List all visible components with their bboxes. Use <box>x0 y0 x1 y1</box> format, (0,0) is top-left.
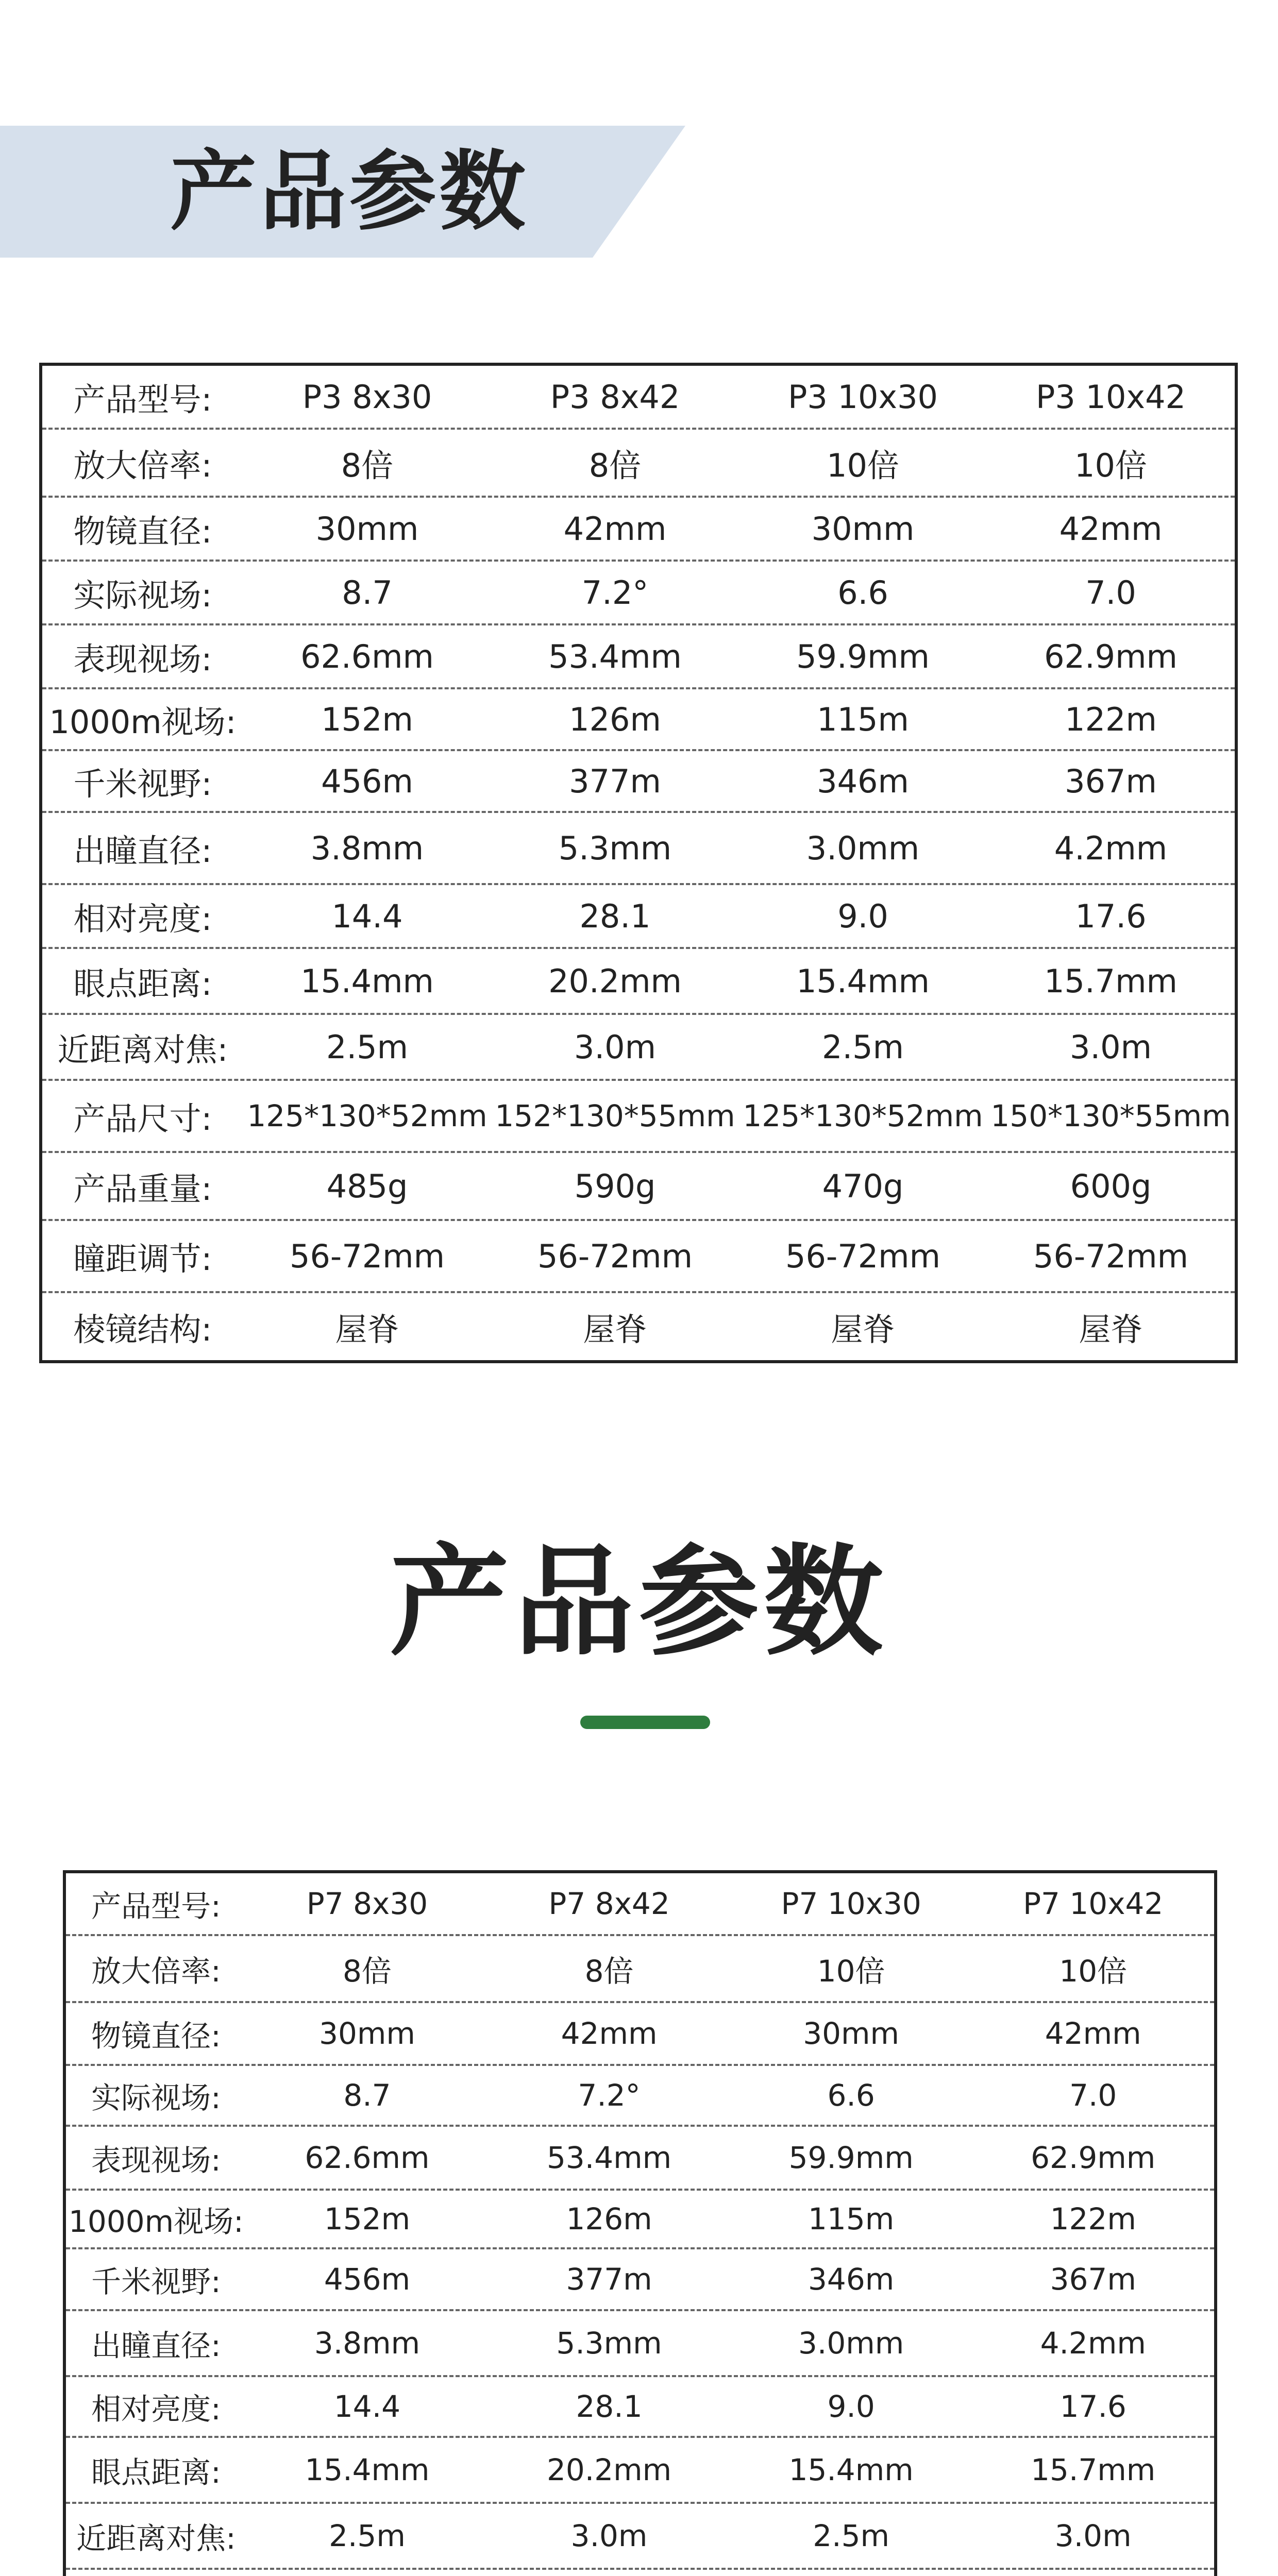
spec-value: 125*130*52mm <box>743 1098 983 1133</box>
table-row <box>66 2504 1214 2570</box>
model-name: P3 8x30 <box>302 378 432 416</box>
row-label: 棱镜结构: <box>73 1310 212 1348</box>
row-label: 1000m视场: <box>49 703 237 741</box>
spec-value: 346m <box>817 762 909 800</box>
spec-value: 20.2mm <box>546 2452 672 2487</box>
spec-value: 3.0m <box>574 1028 656 1066</box>
model-name: P7 8x30 <box>306 1886 428 1921</box>
spec-value: 2.5m <box>822 1028 904 1066</box>
spec-value: 367m <box>1065 762 1157 800</box>
row-label: 产品型号: <box>91 1889 221 1924</box>
table-row <box>66 2127 1214 2191</box>
spec-value: 5.3mm <box>558 829 672 867</box>
row-label: 出瞳直径: <box>91 2328 221 2363</box>
spec-value: 30mm <box>811 510 915 548</box>
spec-value: 5.3mm <box>556 2326 662 2361</box>
table-header-row <box>42 366 1235 430</box>
title-underline-bar <box>580 1716 710 1729</box>
spec-value: 377m <box>569 762 661 800</box>
row-label: 物镜直径: <box>91 2019 221 2054</box>
spec-table-p7 <box>63 1870 1217 2576</box>
model-name: P3 8x42 <box>550 378 680 416</box>
spec-value: 152m <box>321 700 413 738</box>
spec-value: 屋脊 <box>583 1310 647 1348</box>
spec-value: 7.2° <box>578 2078 641 2113</box>
spec-value: 28.1 <box>576 2389 643 2424</box>
spec-value: 8倍 <box>341 446 394 484</box>
spec-value: 62.6mm <box>300 637 434 675</box>
spec-value: 456m <box>324 2262 411 2297</box>
spec-value: 14.4 <box>331 897 403 935</box>
spec-value: 62.9mm <box>1044 637 1178 675</box>
table-row <box>42 949 1235 1015</box>
spec-value: 3.0m <box>1070 1028 1152 1066</box>
section1-title: 产品参数 <box>170 141 529 242</box>
spec-value: 6.6 <box>837 573 888 612</box>
spec-value: 3.0mm <box>798 2326 904 2361</box>
table-row <box>42 1081 1235 1153</box>
spec-value: 53.4mm <box>548 637 682 675</box>
model-name: P7 10x42 <box>1023 1886 1164 1921</box>
row-label: 产品尺寸: <box>73 1099 212 1138</box>
spec-value: 56-72mm <box>1033 1237 1188 1275</box>
table-row <box>42 1153 1235 1221</box>
model-name: P7 10x30 <box>781 1886 921 1921</box>
spec-value: 10倍 <box>827 446 899 484</box>
spec-value: 56-72mm <box>537 1237 693 1275</box>
table-row <box>42 625 1235 689</box>
table-row <box>66 1936 1214 2003</box>
spec-value: 56-72mm <box>785 1237 940 1275</box>
spec-value: 15.7mm <box>1031 2452 1156 2487</box>
row-label: 实际视场: <box>91 2080 221 2115</box>
spec-value: 122m <box>1050 2201 1136 2236</box>
spec-value: 15.4mm <box>788 2452 914 2487</box>
spec-value: 10倍 <box>1059 1954 1128 1989</box>
spec-value: 8倍 <box>584 1954 634 1989</box>
spec-value: 600g <box>1070 1167 1152 1205</box>
spec-value: 62.9mm <box>1031 2140 1156 2175</box>
spec-value: 屋脊 <box>335 1310 399 1348</box>
spec-value: 6.6 <box>827 2078 875 2113</box>
row-label: 瞳距调节: <box>73 1240 212 1278</box>
spec-value: 17.6 <box>1060 2389 1126 2424</box>
row-label: 出瞳直径: <box>73 832 212 870</box>
spec-value: 7.0 <box>1085 573 1136 612</box>
table-row <box>66 2438 1214 2504</box>
spec-value: 152m <box>324 2201 411 2236</box>
spec-value: 456m <box>321 762 413 800</box>
spec-value: 590g <box>574 1167 656 1205</box>
table-row <box>42 498 1235 562</box>
model-name: P3 10x42 <box>1035 378 1186 416</box>
model-name: P7 8x42 <box>548 1886 670 1921</box>
table-row <box>42 562 1235 625</box>
spec-value: 470g <box>822 1167 904 1205</box>
spec-value: 7.2° <box>581 573 649 612</box>
row-label: 物镜直径: <box>73 512 212 550</box>
spec-value: 126m <box>569 700 661 738</box>
table-row <box>66 2311 1214 2377</box>
spec-value: 56-72mm <box>290 1237 445 1275</box>
spec-value: 115m <box>808 2201 895 2236</box>
row-label: 产品重量: <box>73 1170 212 1208</box>
spec-value: 2.5m <box>329 2518 406 2553</box>
row-label: 眼点距离: <box>91 2455 221 2490</box>
spec-value: 377m <box>566 2262 652 2297</box>
section1-banner <box>0 126 685 258</box>
spec-value: 30mm <box>315 510 419 548</box>
spec-value: 125*130*52mm <box>247 1098 487 1133</box>
spec-value: 3.0m <box>1054 2518 1132 2553</box>
spec-value: 9.0 <box>827 2389 875 2424</box>
table-row <box>42 1015 1235 1081</box>
table-row <box>66 2249 1214 2311</box>
spec-value: 17.6 <box>1075 897 1147 935</box>
table-row <box>42 885 1235 949</box>
spec-value: 15.4mm <box>305 2452 430 2487</box>
spec-table-p3 <box>39 363 1238 1363</box>
spec-value: 30mm <box>803 2016 900 2051</box>
spec-value: 屋脊 <box>1079 1310 1143 1348</box>
spec-value: 122m <box>1065 700 1157 738</box>
spec-value: 14.4 <box>333 2389 401 2424</box>
spec-value: 126m <box>566 2201 652 2236</box>
spec-value: 3.0mm <box>806 829 920 867</box>
row-label: 千米视野: <box>73 765 212 803</box>
spec-value: 30mm <box>319 2016 415 2051</box>
spec-value: 2.5m <box>813 2518 889 2553</box>
spec-value: 15.4mm <box>300 962 434 1000</box>
spec-value: 59.9mm <box>788 2140 914 2175</box>
spec-value: 42mm <box>561 2016 658 2051</box>
spec-value: 59.9mm <box>796 637 930 675</box>
table-row <box>66 2066 1214 2127</box>
table-row <box>42 1221 1235 1293</box>
spec-value: 42mm <box>1045 2016 1141 2051</box>
row-label: 相对亮度: <box>91 2392 221 2427</box>
spec-value: 8倍 <box>588 446 642 484</box>
table-header-row <box>66 1873 1214 1936</box>
spec-value: 8.7 <box>342 573 393 612</box>
section2-title: 产品参数 <box>389 1533 888 1672</box>
spec-value: 62.6mm <box>305 2140 430 2175</box>
spec-value: 10倍 <box>1074 446 1147 484</box>
spec-value: 3.8mm <box>314 2326 421 2361</box>
table-row <box>66 2191 1214 2249</box>
spec-value: 28.1 <box>579 897 651 935</box>
table-row <box>66 2003 1214 2066</box>
table-row <box>42 751 1235 813</box>
spec-value: 150*130*55mm <box>990 1098 1231 1133</box>
spec-value: 152*130*55mm <box>495 1098 735 1133</box>
spec-value: 4.2mm <box>1054 829 1168 867</box>
spec-value: 屋脊 <box>831 1310 895 1348</box>
table-row <box>42 689 1235 751</box>
row-label: 表现视场: <box>91 2143 221 2178</box>
spec-value: 9.0 <box>837 897 888 935</box>
spec-value: 42mm <box>1059 510 1163 548</box>
spec-value: 485g <box>326 1167 408 1205</box>
spec-value: 346m <box>808 2262 895 2297</box>
spec-value: 8.7 <box>343 2078 391 2113</box>
row-label: 相对亮度: <box>73 900 212 938</box>
row-label: 近距离对焦: <box>57 1030 228 1069</box>
table-row <box>42 1293 1235 1360</box>
spec-value: 367m <box>1050 2262 1136 2297</box>
spec-value: 2.5m <box>326 1028 408 1066</box>
row-label: 实际视场: <box>73 576 212 614</box>
spec-value: 7.0 <box>1069 2078 1117 2113</box>
spec-value: 20.2mm <box>548 962 682 1000</box>
table-row <box>42 813 1235 885</box>
spec-value: 10倍 <box>817 1954 885 1989</box>
row-label: 近距离对焦: <box>76 2521 236 2556</box>
spec-value: 3.0m <box>570 2518 648 2553</box>
row-label: 1000m视场: <box>69 2204 244 2239</box>
spec-value: 53.4mm <box>546 2140 672 2175</box>
row-label: 千米视野: <box>91 2264 221 2299</box>
model-name: P3 10x30 <box>787 378 938 416</box>
row-label: 表现视场: <box>73 640 212 678</box>
row-label: 放大倍率: <box>91 1954 221 1989</box>
table-row <box>66 2377 1214 2438</box>
spec-value: 15.4mm <box>796 962 930 1000</box>
table-row <box>42 430 1235 498</box>
row-label: 产品型号: <box>73 380 212 418</box>
row-label: 眼点距离: <box>73 964 212 1003</box>
spec-value: 4.2mm <box>1040 2326 1146 2361</box>
spec-value: 115m <box>817 700 909 738</box>
spec-value: 15.7mm <box>1044 962 1178 1000</box>
spec-value: 3.8mm <box>310 829 424 867</box>
spec-value: 8倍 <box>343 1954 392 1989</box>
spec-value: 42mm <box>563 510 667 548</box>
row-label: 放大倍率: <box>73 446 212 484</box>
